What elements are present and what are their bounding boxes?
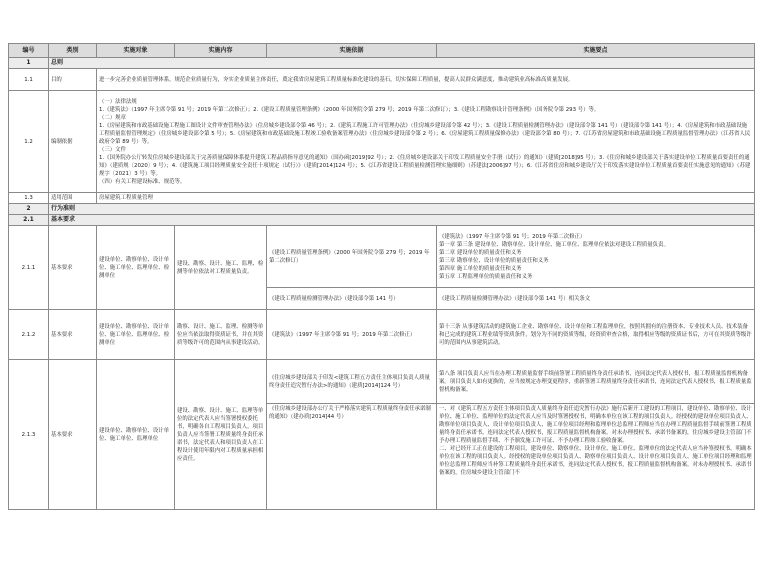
row-content: 房屋建筑工程质量管理 (97, 193, 755, 204)
row-num: 2.1.3 (9, 360, 49, 510)
row-points: 《建设工程质量检测管理办法》（建设部令第 141 号）相关条文 (437, 288, 755, 310)
row-target: 建设单位、勘察单位、设计单位、施工单位、监理单位、检测单位 (97, 310, 175, 360)
row-num: 1.2 (9, 91, 49, 193)
row-basis: 《住房城乡建设部关于印发<建筑工程五方责任主体项目负责人质量终身责任追究暂行办法>的通知》（建质[2014]124 号） (267, 360, 437, 404)
section-title: 总则 (49, 58, 755, 69)
row-points: 《建筑法》（1997 年主席令第 91 号；2019 年第二次修正） 第一章 第三条 建设单位、勘察单位、设计单位、施工单位、监理单位依法对建设工程质量负责。 第二章 建设单位的质量责任和义务 第三章 勘察单位、设计单位的质量责任和义务 第四章 施工单位的质量责任和义务 第五章 工程监理单位的质量责任和义务 (437, 226, 755, 288)
row-content: （一）法律法规 1.《建筑法》（1997 年主席令第 91 号；2019 年第二次修正）；2.《建设工程质量管理条例》（2000 年国务院令第 279 号；2019 年第二次修订）；3.《建设工程勘察设计管理条例》（国务院令第 293 号）等。 （二）规章 1.《房屋建筑和市政基础设施工程施工图设计文件审查管理办法》（住房城乡建设部令第 46 号）；2.《建筑工程施工许可管理办法》（住房城乡建设部令第 42 号）；3.《建设工程质量检测管理办法》（建设部令第 141 号）（建设部令第 141 号）；4.《房屋建筑和市政基础设施工程质量监督管理规定》（住房城乡建设部令第 5 号）；5.《房屋建筑和市政基础设施工程竣工验收备案管理办法》（住房城乡建设部令第 2 号）；6.《房屋建筑工程质量保修办法》（建设部令第 80 号）；7.《江苏省房屋建筑和市政基础设施工程质量监督管理办法》（江苏省人民政府令第 89 号）等。 （三）文件 1.《国务院办公厅转发住房城乡建设部关于完善质量保障体系提升建筑工程品质指导意见的通知》（国办函[2019]92 号）；2.《住房城乡建设部关于印发工程质量安全手册（试行）的通知》（建质[2018]95 号）；3.《住房和城乡建设部关于落实建设单位工程质量首要责任的通知》（建质规〔2020〕9 号）；4.《建筑施工项目经理质量安全责任十项规定（试行）》（建质[2014]124 号）；5.《江苏省建设工程质量检测管理实施细则》（苏建法[2006]97 号）；6.《江苏省住房和城乡建设厅关于印发落实建设单位工程质量首要责任实施意见的通知》（苏建规字〔2021〕3 号）等。 （四）有关工程建设标准、规范等。 (97, 91, 755, 193)
row-target: 建设单位、勘察单位、设计单位、施工单位、监理单位 (97, 360, 175, 510)
section-num: 2.1 (9, 215, 49, 226)
header-category: 类别 (49, 44, 97, 58)
row-target: 建设单位、勘察单位、设计单位、施工单位、监理单位、检测单位 (97, 226, 175, 310)
section-title: 基本要求 (49, 215, 755, 226)
table-row (9, 193, 755, 204)
row-points: 第十三条 从事建筑活动的建筑施工企业、勘察单位、设计单位和工程监理单位，按照其拥有的注册资本、专业技术人员、技术装备和已完成的建筑工程业绩等资质条件，划分为不同的资质等级，经资质审查合格，取得相应等级的资质证书后，方可在其资质等级许可的范围内从事建筑活动。 (437, 310, 755, 360)
row-category: 适用范围 (49, 193, 97, 204)
section-num: 2 (9, 204, 49, 215)
row-num: 1.1 (9, 69, 49, 91)
header-content: 实施内容 (175, 44, 267, 58)
header-points: 实施要点 (437, 44, 755, 58)
row-category: 基本要求 (49, 226, 97, 310)
row-content: 建设、勘察、设计、施工、监理、检测等单位依法对工程质量负责。 (175, 226, 267, 310)
row-points: 一、对《建筑工程五方责任主体项目负责人质量终身责任追究暂行办法》施行后新开工建设的工程项目，建设单位、勘察单位、设计单位、施工单位、监理单位的法定代表人应当及时签署授权书，明确本单位在该工程的项目负责人。经授权的建设单位项目负责人、勘察单位项目负责人、设计单位项目负责人、施工单位项目经理和监理单位总监理工程师应当在办理工程质量监督手续前签署工程质量终身责任承诺书，连同法定代表人授权书，报工程质量监督机构备案。对未办理授权书、承诺书备案的，住房城乡建设主管部门不予办理工程质量监督手续、不予颁发施工许可证、不予办理工程竣工验收备案。 二、对已经开工正在建设的工程项目，建设单位、勘察单位、设计单位、施工单位、监理单位的法定代表人应当补签授权书，明确本单位在该工程的项目负责人。经授权的建设单位项目负责人、勘察单位项目负责人、设计单位项目负责人、施工单位项目经理和监理单位总监理工程师应当补签工程质量终身责任承诺书，连同法定代表人授权书，报工程质量监督机构备案。对未办理授权书、承诺书备案的，住房城乡建设主管部门不 (437, 404, 755, 510)
row-basis: 《住房城乡建设部办公厅关于严格落实建筑工程质量终身责任承诺制的通知》（建办质[2014]44 号） (267, 404, 437, 510)
table-row (9, 69, 755, 91)
row-category: 目的 (49, 69, 97, 91)
section-row (9, 204, 755, 215)
row-content: 进一步完善企业质量管理体系，规范企业质量行为，夯实企业质量主体责任，奠定我省房屋建筑工程质量标准化建设的基石，切实保障工程质量，提高人民群众满意度，推动建筑业高标准高质量发展。 (97, 69, 755, 91)
section-title: 行为准则 (49, 204, 755, 215)
section-row (9, 58, 755, 69)
row-category: 基本要求 (49, 360, 97, 510)
table-row (9, 360, 755, 404)
row-content: 勘察、设计、施工、监理、检测等单位应当依法取得资质证书，并在其资质等级许可的范围内从事建设活动。 (175, 310, 267, 360)
row-num: 1.3 (9, 193, 49, 204)
header-num: 编号 (9, 44, 49, 58)
row-basis: 《建设工程质量检测管理办法》（建设部令第 141 号） (267, 288, 437, 310)
row-num: 2.1.1 (9, 226, 49, 310)
row-category: 编制依据 (49, 91, 97, 193)
header-basis: 实施依据 (267, 44, 437, 58)
row-basis: 《建设工程质量管理条例》（2000 年国务院令第 279 号；2019 年第二次修订） (267, 226, 437, 288)
header-row (9, 44, 755, 58)
section-row (9, 215, 755, 226)
table-row (9, 310, 755, 360)
section-num: 1 (9, 58, 49, 69)
header-target: 实施对象 (97, 44, 175, 58)
table-row (9, 226, 755, 288)
row-basis: 《建筑法》（1997 年主席令第 91 号；2019 年第二次修正） (267, 310, 437, 360)
row-num: 2.1.2 (9, 310, 49, 360)
row-content: 建设、勘察、设计、施工、监理等单位的法定代表人应当签署授权委托书，明确各自工程项目负责人，项目负责人应当签署工程质量终身责任承诺书，法定代表人和项目负责人在工程设计使用年限内对工程质量承担相应责任。 (175, 360, 267, 510)
table-row (9, 91, 755, 193)
row-points: 第八条 项目负责人应当在办理工程质量监督手续前签署工程质量终身责任承诺书，连同法定代表人授权书，报工程质量监督机构备案。项目负责人如有更换的，应当按规定办理变更程序，重新签署工程质量终身责任承诺书，连同法定代表人授权书，报工程质量监督机构备案。 (437, 360, 755, 404)
regulation-table (8, 43, 755, 510)
row-category: 基本要求 (49, 310, 97, 360)
